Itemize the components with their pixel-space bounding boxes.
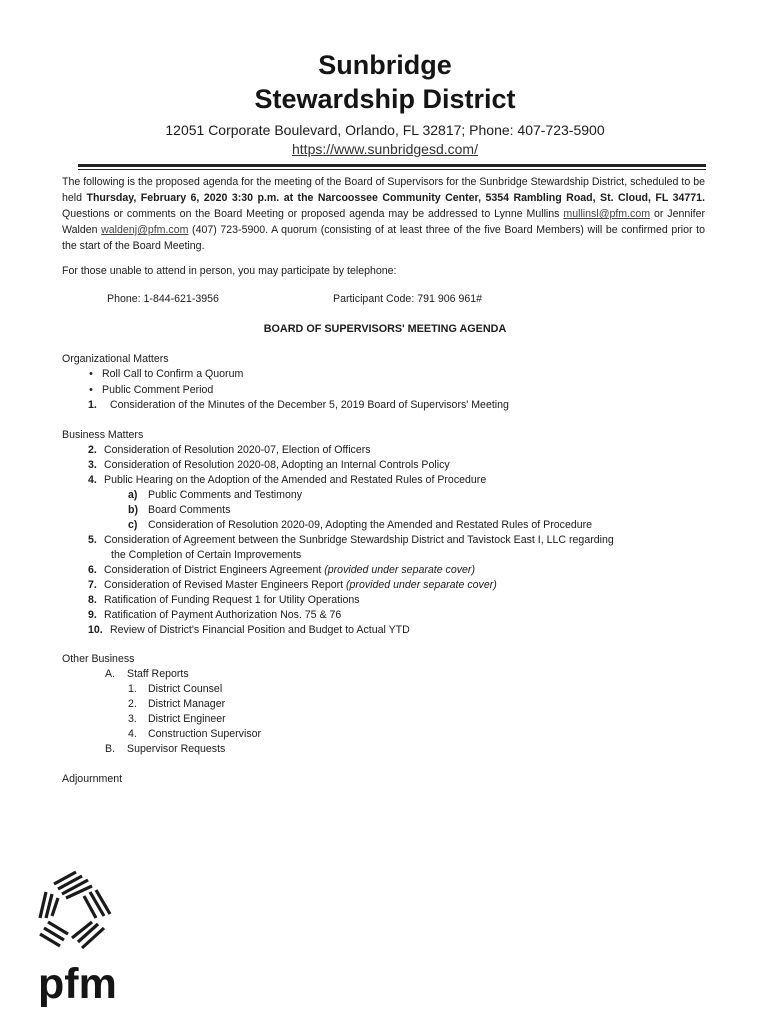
district-title-line1: Sunbridge <box>318 50 452 80</box>
list-item <box>128 503 230 518</box>
item-number: 2. <box>128 698 137 710</box>
sub-item-label: a) <box>128 489 138 501</box>
item-number: 10. <box>88 624 103 636</box>
agenda-item-text: Consideration of the Minutes of the December 5, 2019 Board of Supervisors' Meeting <box>110 399 509 411</box>
list-item <box>88 473 486 488</box>
list-item <box>88 623 410 638</box>
list-item <box>88 443 371 458</box>
agenda-item-continuation: the Completion of Certain Improvements <box>111 549 302 561</box>
agenda-item-text: Public Comment Period <box>102 384 214 396</box>
list-item <box>128 712 226 727</box>
item-number: 9. <box>88 609 97 621</box>
intro-text-4: (407) 723-5900. A quorum (consisting of at least three of the five Board Members) will be confirmed prior to the start of the Board Meeting. <box>62 224 705 252</box>
item-number: 3. <box>88 459 97 471</box>
item-number: 4. <box>128 728 137 740</box>
section-organizational-heading: Organizational Matters <box>62 353 169 365</box>
list-item <box>88 563 475 578</box>
agenda-item-text: Public Hearing on the Adoption of the Amended and Restated Rules of Procedure <box>104 474 487 486</box>
agenda-item-text: Roll Call to Confirm a Quorum <box>102 368 244 380</box>
sub-item-label: c) <box>128 519 138 531</box>
intro-text-1: The following is the proposed agenda for the meeting of the Board of Supervisors for the Sunbridge Stewardship District, scheduled to be held <box>62 176 705 204</box>
intro-paragraph <box>62 174 705 254</box>
header-divider-thick <box>78 164 706 167</box>
item-letter: A. <box>105 668 116 680</box>
bullet-icon: • <box>89 384 93 396</box>
item-number: 1. <box>128 683 137 695</box>
section-business-heading: Business Matters <box>62 429 144 441</box>
item-number: 1. <box>88 399 97 411</box>
list-item <box>80 383 213 398</box>
list-item <box>128 682 222 697</box>
list-item <box>105 742 225 757</box>
item-number: 5. <box>88 534 97 546</box>
district-title-line2: Stewardship District <box>254 84 516 114</box>
intro-text-2: Questions or comments on the Board Meeting or proposed agenda may be addressed to Lynne Mullins <box>62 208 564 220</box>
meeting-date-location: Thursday, February 6, 2020 3:30 p.m. at the Narcoossee Community Center, 5354 Rambling Road, St. Cloud, FL 34771. <box>86 192 705 204</box>
agenda-item-text: Consideration of Revised Master Engineers Report <box>104 579 347 591</box>
list-item <box>88 458 450 473</box>
district-url <box>0 141 770 157</box>
item-number: 3. <box>128 713 137 725</box>
agenda-item-text: Consideration of Resolution 2020-09, Adopting the Amended and Restated Rules of Procedure <box>148 519 593 531</box>
agenda-item-text: Ratification of Payment Authorization Nos. 75 & 76 <box>104 609 342 621</box>
email-mullins-link[interactable]: mullinsl@pfm.com <box>563 208 651 220</box>
separate-cover-note: (provided under separate cover) <box>324 564 475 576</box>
agenda-item-text: Public Comments and Testimony <box>148 489 303 501</box>
agenda-item-text: Review of District's Financial Position and Budget to Actual YTD <box>110 624 410 636</box>
agenda-heading: BOARD OF SUPERVISORS' MEETING AGENDA <box>263 323 507 335</box>
list-item <box>105 667 189 682</box>
email-walden-link[interactable]: waldenj@pfm.com <box>101 224 189 236</box>
item-number: 4. <box>88 474 97 486</box>
agenda-item-text: Ratification of Funding Request 1 for Utility Operations <box>104 594 360 606</box>
sub-item-label: b) <box>128 504 138 516</box>
telephone-intro: For those unable to attend in person, you may participate by telephone: <box>62 265 397 277</box>
agenda-item-text: Consideration of Resolution 2020-08, Adopting an Internal Controls Policy <box>104 459 450 471</box>
intro-text-3: or Jennifer Walden <box>62 208 705 236</box>
district-address: 12051 Corporate Boulevard, Orlando, FL 32817; Phone: 407-723-5900 <box>165 122 605 138</box>
separate-cover-note: (provided under separate cover) <box>346 579 497 591</box>
list-item <box>88 578 497 593</box>
list-item <box>128 697 225 712</box>
item-number: 6. <box>88 564 97 576</box>
agenda-item-text: District Manager <box>148 698 226 710</box>
bullet-icon: • <box>89 368 93 380</box>
list-item <box>88 608 341 623</box>
agenda-item-text: Construction Supervisor <box>148 728 262 740</box>
agenda-item-text: Supervisor Requests <box>127 743 226 755</box>
participant-code: Participant Code: 791 906 961# <box>333 293 483 305</box>
agenda-item-text: District Engineer <box>148 713 226 725</box>
item-letter: B. <box>105 743 116 755</box>
item-number: 7. <box>88 579 97 591</box>
pfm-woven-logo-icon <box>34 870 116 960</box>
list-item <box>88 398 509 413</box>
list-item <box>88 533 614 548</box>
item-number: 8. <box>88 594 97 606</box>
agenda-item-text: Consideration of District Engineers Agreement <box>104 564 325 576</box>
item-number: 2. <box>88 444 97 456</box>
telephone-number: Phone: 1-844-621-3956 <box>107 293 219 305</box>
district-url-link[interactable]: https://www.sunbridgesd.com/ <box>292 141 478 157</box>
agenda-item-text: Board Comments <box>148 504 231 516</box>
list-item <box>88 593 360 608</box>
list-item <box>128 518 592 533</box>
agenda-item-text: Consideration of Resolution 2020-07, Election of Officers <box>104 444 371 456</box>
adjournment: Adjournment <box>62 773 123 785</box>
pfm-logo-text: pfm <box>38 960 117 1008</box>
agenda-item-text: Consideration of Agreement between the Sunbridge Stewardship District and Tavistock East I, LLC regarding <box>104 534 614 546</box>
header-divider-thin <box>78 169 706 170</box>
list-item <box>128 727 261 742</box>
section-other-heading: Other Business <box>62 653 135 665</box>
agenda-item-text: District Counsel <box>148 683 223 695</box>
list-item <box>128 488 302 503</box>
list-item <box>80 367 243 382</box>
agenda-item-text: Staff Reports <box>127 668 189 680</box>
